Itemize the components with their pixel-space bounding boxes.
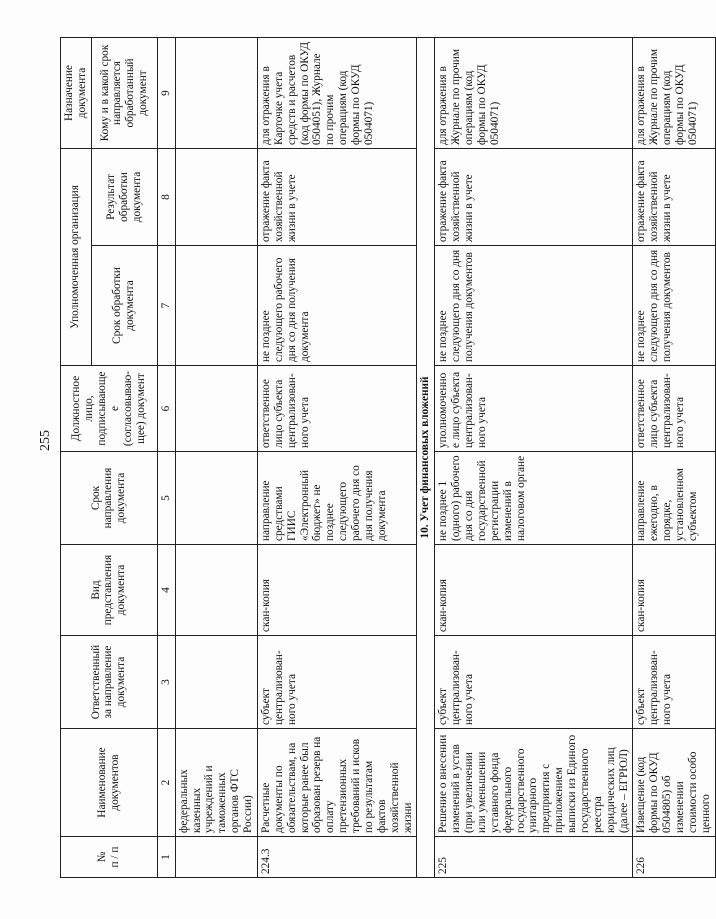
cell-name: Решение о внесении изменений в устав (при увеличении или уменьшении уставного фонда федерального государственного унитарного предприятия с приложением выписки из Единого государственного реестра юридических лиц (далее – ЕГРЮЛ) [435,729,633,837]
cell-org-result: отражение факта хозяйственной жизни в учете [435,148,633,245]
cell-name: Расчетные документы по обязательствам, на которые ранее был образован резерв на оплату претензионных требований и исков по результатам фактов хозяйственной жизни [257,729,417,837]
column-number: 6 [157,366,175,452]
rotated-page [60,38,712,878]
header-view: Вид представления документа [61,545,158,636]
cell-deadline [175,452,257,545]
cell-official: ответственное лицо субъекта централизован-ного учета [257,366,417,452]
cell-deadline: направление ежегодно, в порядке, установленном субъектом [633,452,715,545]
cell-org-deadline: не позднее следующего рабочего дня со дня получения документа [257,246,417,366]
table-row [175,37,257,877]
header-row-1 [61,37,92,877]
cell-responsible [175,636,257,729]
cell-no [175,837,257,878]
cell-purpose: для отражения в Журнале по прочим операциям (код формы по ОКУД 0504071) [435,37,633,148]
cell-org-deadline: не позднее следующего дня со дня получения документов [435,246,633,366]
cell-name: Извещение (код формы по ОКУД 0504805) об изменении стоимости особо ценного [633,729,715,837]
cell-official: уполномоченное лицо субъекта централизован-ного учета [435,366,633,452]
table-row [257,37,417,877]
cell-no: 224.3 [257,837,417,878]
cell-official: ответственное лицо субъекта централизован-ного учета [633,366,715,452]
cell-deadline: не позднее 1 (одного) рабочего дня со дня государственной регистрации изменений в налоговом органе [435,452,633,545]
cell-deadline: направление средствами ГИИС «Электронный бюджет» не позднее следующего рабочего дня со дня получения документа [257,452,417,545]
cell-name: федеральных казенных учреждений и таможенных органов ФТС России) [175,729,257,837]
cell-no: 226 [633,837,715,878]
cell-purpose: для отражения в Журнале по прочим операциям (код формы по ОКУД 0504071) [633,37,715,148]
header-official: Должностное лицо, подписывающее (согласовываю-щее) документ [61,366,158,452]
cell-org-result: отражение факта хозяйственной жизни в учете [633,148,715,245]
cell-org-deadline [175,246,257,366]
column-number-row [157,37,175,877]
table-row [435,37,633,877]
cell-responsible: субъект централизован-ного учета [633,636,715,729]
cell-view: скан-копия [435,545,633,636]
cell-purpose [175,37,257,148]
cell-view: скан-копия [633,545,715,636]
header-org-group: Уполномоченная организация [61,148,92,365]
cell-org-deadline: не позднее следующего дня со дня получения документов [633,246,715,366]
header-purpose-sub: Кому и в какой срок направляется обработанный документ [91,37,157,148]
column-number: 8 [157,148,175,245]
column-number: 3 [157,636,175,729]
header-name: Наименование документов [61,729,158,837]
header-no: № п / п [61,837,158,878]
cell-org-result [175,148,257,245]
cell-no: 225 [435,837,633,878]
section-row [417,37,435,877]
header-purpose-group: Назначение документа [61,37,92,148]
header-deadline: Срок направления документа [61,452,158,545]
column-number: 2 [157,729,175,837]
column-number: 7 [157,246,175,366]
column-number: 5 [157,452,175,545]
page-number: 255 [38,430,53,451]
cell-purpose: для отражения в Карточке учета средств и расчетов (код формы по ОКУД 0504051), Журнале по прочим операциям (код формы по ОКУД 0504071) [257,37,417,148]
column-number: 4 [157,545,175,636]
cell-org-result: отражение факта хозяйственной жизни в учете [257,148,417,245]
cell-responsible: субъект централизован-ного учета [435,636,633,729]
column-number: 1 [157,837,175,878]
section-title: 10. Учет финансовых вложений [417,37,435,877]
header-responsible: Ответственный за направление документа [61,636,158,729]
cell-official [175,366,257,452]
document-table [60,37,716,878]
column-number: 9 [157,37,175,148]
cell-view [175,545,257,636]
cell-view: скан-копия [257,545,417,636]
cell-responsible: субъект централизован-ного учета [257,636,417,729]
header-org-result: Результат обработки документа [91,148,157,245]
header-org-deadline: Срок обработки документа [91,246,157,366]
table-row [633,37,715,877]
